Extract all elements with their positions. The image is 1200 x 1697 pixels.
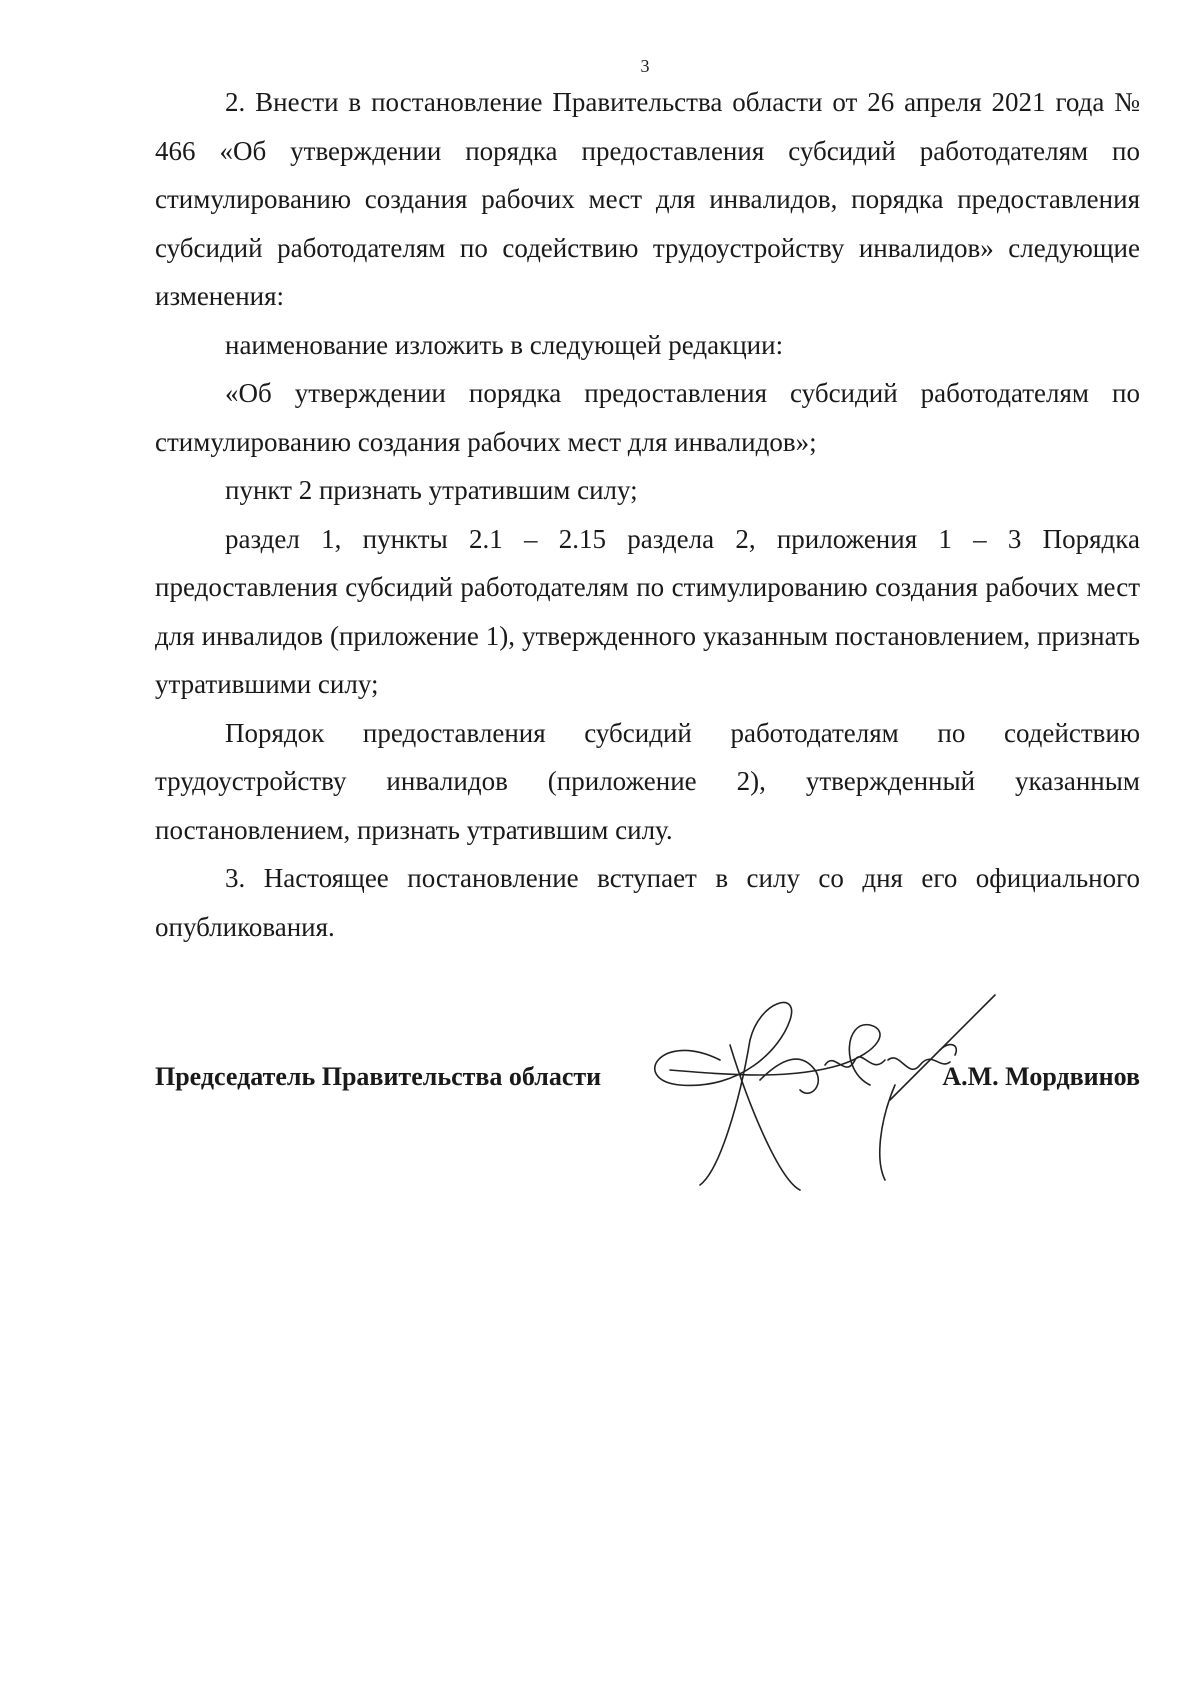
- document-body: [155, 78, 1140, 951]
- paragraph-title-instruction: наименование изложить в следующей редакции:: [225, 329, 784, 360]
- signer-title: Председатель Правительства области: [155, 1062, 602, 1091]
- page-number: 3: [640, 56, 650, 76]
- paragraph-section-1: раздел 1, пункты 2.1 – 2.15 раздела 2, приложения 1 – 3 Порядка предоставления субсидий работодателям по стимулированию создания рабочих мест для инвалидов (приложение 1), утвержденного указанным постановлением, признать утратившими силу;: [155, 523, 1140, 699]
- paragraph-order-2: Порядок предоставления субсидий работодателям по содействию трудоустройству инвалидов (приложение 2), утвержденный указанным постановлением, признать утратившим силу.: [155, 717, 1140, 845]
- paragraph-amendment-intro: 2. Внести в постановление Правительства области от 26 апреля 2021 года № 466 «Об утверждении порядка предоставления субсидий работодателям по стимулированию создания рабочих мест для инвалидов, порядка предоставления субсидий работодателям по содействию трудоустройству инвалидов» следующие изменения:: [155, 87, 1140, 311]
- paragraph-new-title: «Об утверждении порядка предоставления субсидий работодателям по стимулированию создания рабочих мест для инвалидов»;: [155, 378, 1140, 457]
- handwritten-signature: [640, 990, 1010, 1200]
- paragraph-effective-date: 3. Настоящее постановление вступает в силу со дня его официального опубликования.: [155, 863, 1140, 942]
- paragraph-point-2: пункт 2 признать утратившим силу;: [225, 475, 638, 505]
- signer-name: А.М. Мордвинов: [942, 1062, 1140, 1091]
